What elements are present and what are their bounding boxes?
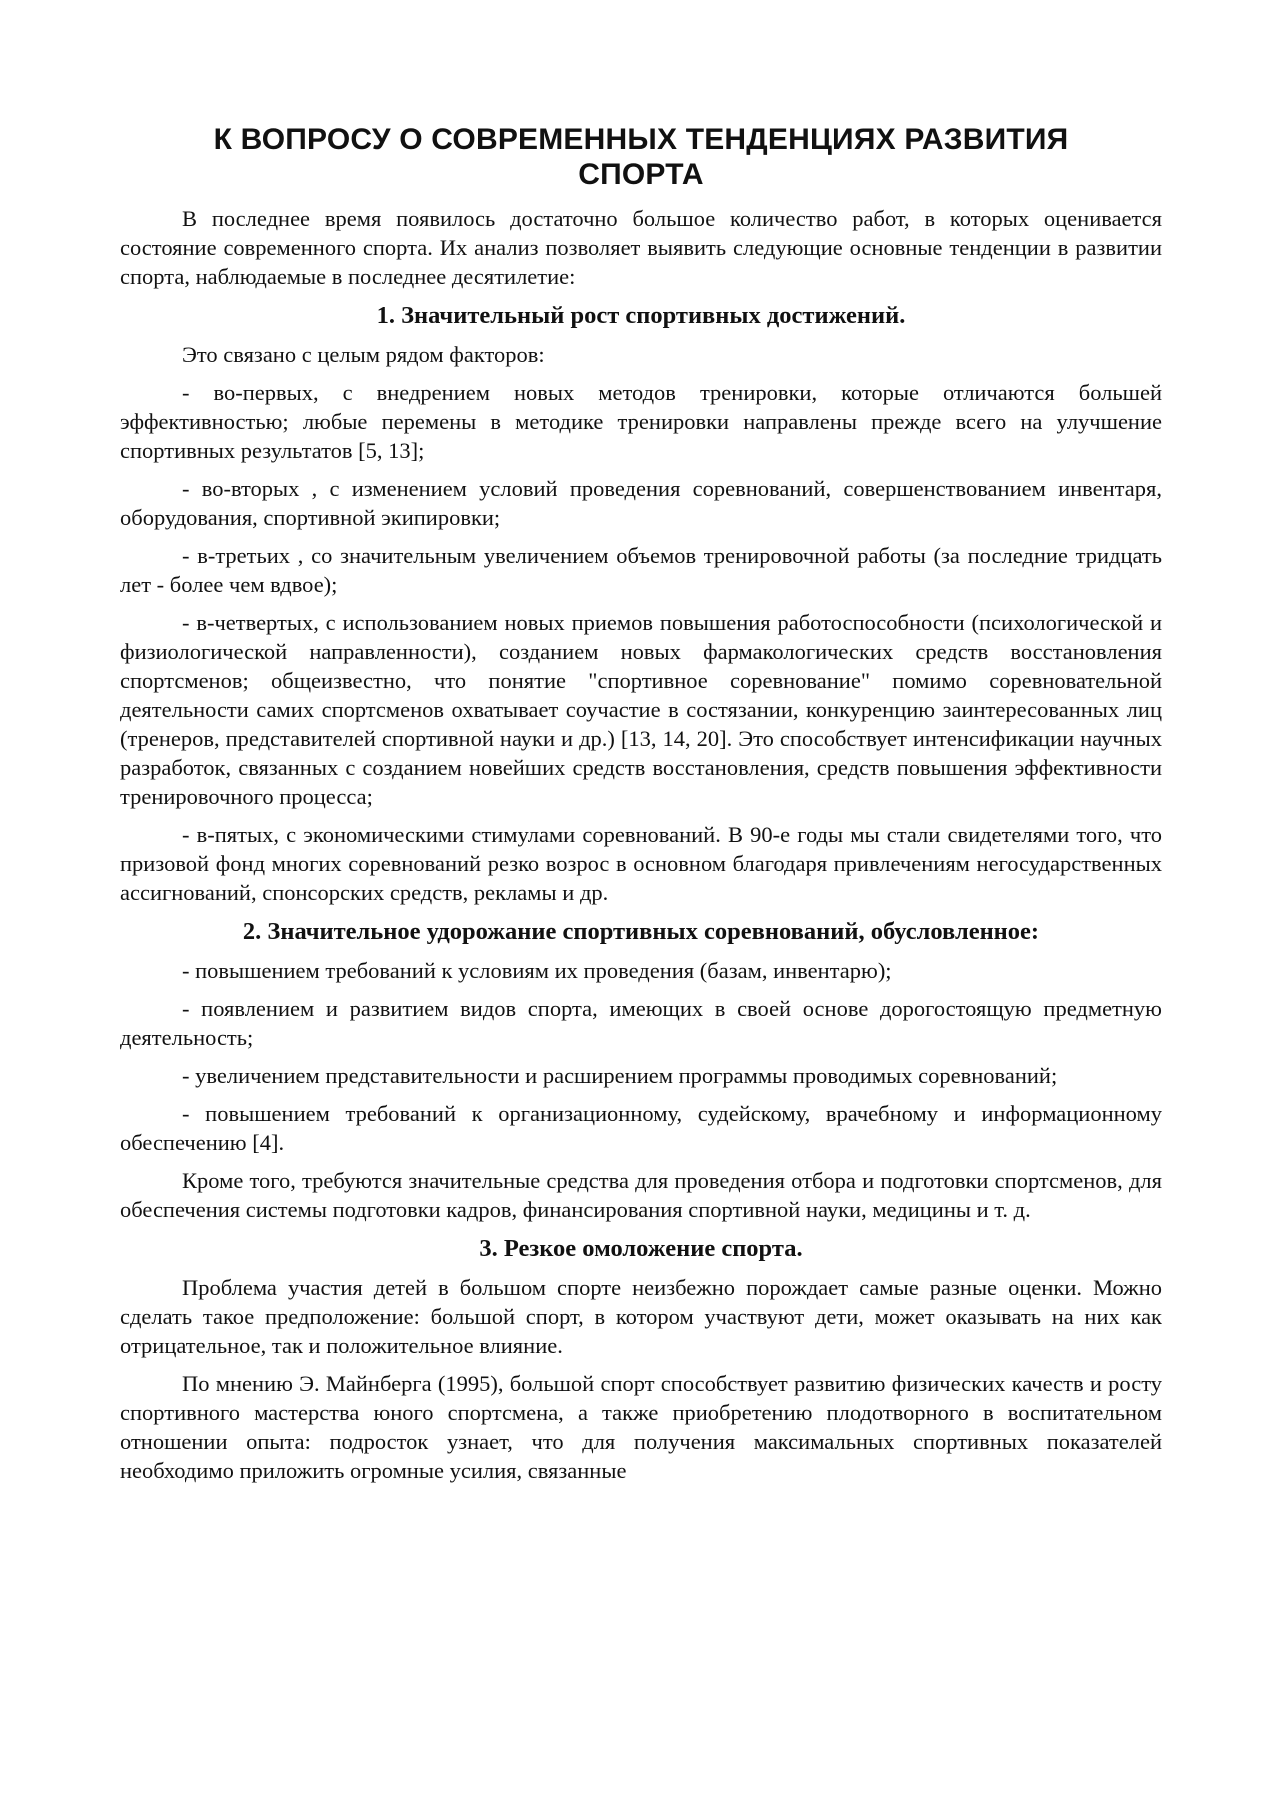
section-1-paragraph: - во-первых, с внедрением новых методов тренировки, которые отличаются большей эффективностью; любые перемены в методике тренировки направлены прежде всего на улучшение спортивных результатов [5, 13]; (120, 380, 1162, 463)
section-2-paragraph: - появлением и развитием видов спорта, имеющих в своей основе дорогостоящую предметную деятельность; (120, 996, 1162, 1050)
section-3-paragraph: Проблема участия детей в большом спорте неизбежно порождает самые разные оценки. Можно сделать такое предположение: большой спорт, в котором участвуют дети, может оказывать на них как отрицательное, так и положительное влияние. (120, 1275, 1162, 1358)
section-1-paragraph: - во-вторых , с изменением условий проведения соревнований, совершенствованием инвентаря, оборудования, спортивной экипировки; (120, 476, 1162, 530)
section-2-paragraph: - повышением требований к организационному, судейскому, врачебному и информационному обеспечению [4]. (120, 1101, 1162, 1155)
title-line-2: СПОРТА (578, 158, 704, 191)
intro-paragraph: В последнее время появилось достаточно большое количество работ, в которых оценивается состояние современного спорта. Их анализ позволяет выявить следующие основные тенденции в развитии спорта, наблюдаемые в последнее десятилетие: (120, 206, 1162, 289)
section-2-paragraph: - повышением требований к условиям их проведения (базам, инвентарю); (182, 958, 892, 983)
section-1-paragraph: - в-четвертых, с использованием новых приемов повышения работоспособности (психологической и физиологической направленности), созданием новых фармакологических средств восстановления спортсменов; общеизвестно, что понятие "спортивное соревнование" помимо соревновательной деятельности самих спортсменов охватывает соучастие в состязании, конкуренцию заинтересованных лиц (тренеров, представителей спортивной науки и др.) [13, 14, 20]. Это способствует интенсификации научных разработок, связанных с созданием новейших средств восстановления, средств повышения эффективности тренировочного процесса; (120, 610, 1162, 809)
section-1-paragraph: - в-пятых, с экономическими стимулами соревнований. В 90-е годы мы стали свидетелями того, что призовой фонд многих соревнований резко возрос в основном благодаря привлечениям негосударственных ассигнований, спонсорских средств, рекламы и др. (120, 822, 1162, 905)
section-3-heading: 3. Резкое омоложение спорта. (479, 1235, 803, 1262)
section-1-paragraph: Это связано с целым рядом факторов: (182, 342, 545, 367)
section-2-heading: 2. Значительное удорожание спортивных соревнований, обусловленное: (242, 918, 1040, 945)
section-3-paragraph: По мнению Э. Майнберга (1995), большой спорт способствует развитию физических качеств и росту спортивного мастерства юного спортсмена, а также приобретению плодотворного в воспитательном отношении опыта: подросток узнает, что для получения максимальных спортивных показателей необходимо приложить огромные усилия, связанные (120, 1371, 1162, 1483)
title-line-1: К ВОПРОСУ О СОВРЕМЕННЫХ ТЕНДЕНЦИЯХ РАЗВИТИЯ (213, 123, 1069, 156)
section-1-paragraph: - в-третьих , со значительным увеличением объемов тренировочной работы (за последние тридцать лет - более чем вдвое); (120, 543, 1162, 597)
section-2-paragraph: Кроме того, требуются значительные средства для проведения отбора и подготовки спортсменов, для обеспечения системы подготовки кадров, финансирования спортивной науки, медицины и т. д. (120, 1168, 1162, 1222)
section-2-paragraph: - увеличением представительности и расширением программы проводимых соревнований; (182, 1063, 1058, 1088)
document-page (120, 118, 1162, 1494)
document-title (120, 122, 1162, 192)
section-1-heading: 1. Значительный рост спортивных достижений. (376, 302, 906, 329)
